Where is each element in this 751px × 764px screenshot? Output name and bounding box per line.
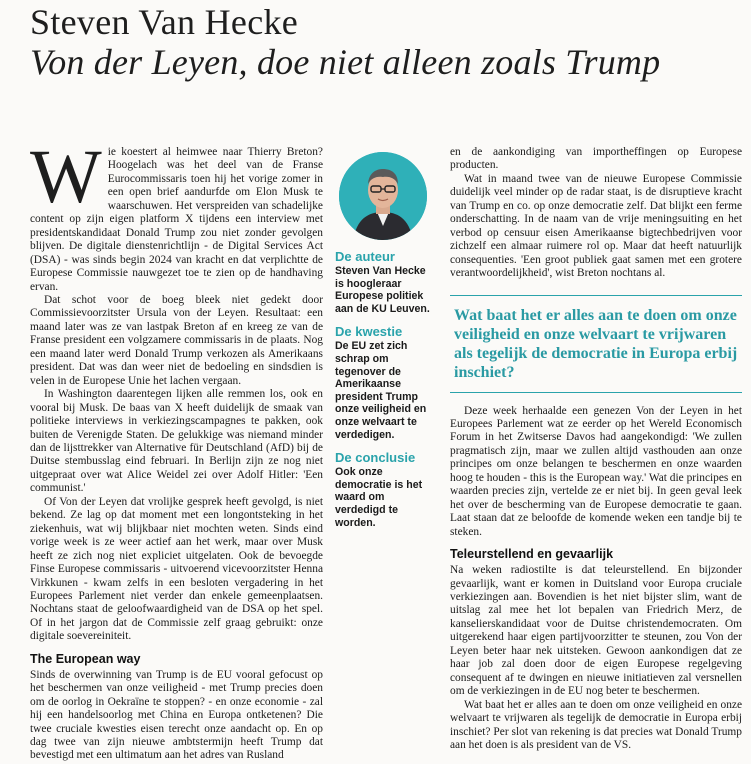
paragraph: Deze week herhaalde een genezen Von der Leyen in het Europees Parlement wat ze eerder op het Wereld Economisch Forum in het Zwitserse Davos had aangekondigd: 'We zullen pragmatisch zijn, maar we zullen altijd vasthouden aan onze principes om onze belangen te beschermen en onze waarden hoog te houden - this is the European way.' Wat die principes en waarden precies zijn, vertelde ze er niet bij. In geen geval leek het over de bescherming van de Europese democratie te gaan. Laat staan dat ze beloofde de komende weken een tandje bij te steken. [450, 404, 742, 538]
author-photo [339, 152, 427, 240]
sidebar-text-conclusie: Ook onze democratie is het waard om verdedigd te worden. [335, 466, 423, 529]
paragraph [30, 135, 323, 294]
sidebar-text-kwestie: De EU zet zich schrap om tegenover de Amerikaanse president Trump onze veiligheid en onze welvaart te verdedigen. [335, 340, 427, 441]
author-name: Steven Van Hecke [30, 2, 299, 42]
paragraph: Sinds de overwinning van Trump is de EU vooral gefocust op het beschermen van onze veiligheid - met Trump precies doen om de oorlog in Oekraïne te stoppen? - en onze economie - zal hij een handelsoorlog met China en Europa ontketenen? Die twee cruciale kwesties eisen terecht onze aandacht op. En op dag twee van zijn nieuwe ambtstermijn heeft Trump dat bevestigd met een ultimatum aan het adres van Rusland [30, 668, 323, 762]
article-title: Von der Leyen, doe niet alleen zoals Trump [30, 42, 661, 82]
paragraph: Wat baat het er alles aan te doen om onze veiligheid en onze welvaart te vrijwaren als tegelijk de democratie in Europa erbij inschiet? Per slot van rekening is dat precies wat Donald Trump aan het doen is als president van de VS. [450, 698, 742, 751]
subheading: The European way [30, 651, 141, 666]
paragraph: In Washington daarentegen lijken alle remmen los, ook en vooral bij Musk. De baas van X heeft duidelijk de smaak van politieke interviews in verkiezingscampagnes te pakken, ook buiten de Verenigde Staten. De gelukkige was niemand minder dan de lijsttrekker van Alternative für Deutschland (AfD) bij de Duitse stembusslag eind februari. In Berlijn zijn ze nog niet uitgepraat over wat Alice Weidel zei over Adolf Hitler: 'Een communist.' [30, 388, 323, 495]
sidebar [335, 146, 431, 529]
author-portrait-icon [339, 152, 427, 240]
sidebar-heading-conclusie: De conclusie [335, 450, 416, 466]
paragraph: en de aankondiging van importheffingen op Europese producten. [450, 146, 742, 172]
column-1 [30, 135, 323, 763]
column-3 [450, 146, 742, 752]
headline [30, 2, 745, 82]
paragraph: Wat in maand twee van de nieuwe Europese Commissie duidelijk veel minder op de radar staat, is de disruptieve kracht van Trump en co. op onze democratie zelf. Dat blijkt een ferme onderschatting. In de naam van de vrije meningsuiting en het verbod op censuur eisen Amerikaanse bigtechbedrijven voor zichzelf een almaar ruimere rol op. Maar dat heeft natuurlijk consequenties. 'Een groot publiek gaat samen met een grotere verantwoordelijkheid', wist Breton nochtans al. [450, 172, 742, 280]
paragraph: Dat schot voor de boeg bleek niet gedekt door Commissievoorzitster Ursula von der Leyen. Resultaat: een maand later was ze van lastpak Breton af en kreeg ze van de Franse president een volgzamere commissaris in de plaats. Nog een maand later werd Donald Trump verkozen als Amerikaans president. Dat was dan weer niet de bedoeling en sindsdien is velen in de Europese Unie het lachen vergaan. [30, 293, 323, 387]
sidebar-heading-kwestie: De kwestie [335, 324, 403, 340]
divider [450, 392, 742, 393]
sidebar-heading-auteur: De auteur [335, 249, 395, 264]
sidebar-text-auteur: Steven Van Hecke is hoogleraar Europese politiek aan de KU Leuven. [335, 265, 430, 315]
paragraph-text: ie koestert al heimwee naar Thierry Breton? Hoogelach was het deel van de Franse Eurocommissaris toen hij het vorige zomer in een open brief aandurfde om Elon Musk te waarschuwen. Het verspreiden van schadelijke content op zijn eigen platform X tijdens een interview met presidentskandidaat Donald Trump zou niet zonder gevolgen blijven. De digitale dienstenrichtlijn - de Digital Services Act (DSA) - was sinds begin 2024 van kracht en dat verplichtte de Europese Commissie nauwgezet toe te zien op de handhaving ervan. [30, 146, 323, 293]
paragraph: Of Von der Leyen dat vrolijke gesprek heeft gevolgd, is niet bekend. Ze lag op dat moment met een longontsteking in het ziekenhuis, wat wij blijkbaar niet mochten weten. Sinds eind vorige week is ze weer actief aan het werk, maar over Musk heeft ze zich nog niet expliciet uitgelaten. Ook de bevoegde Finse Europese commissaris - uitvoerend vicevoorzitster Henna Virkkunen - kwam zelfs in een besloten vergadering in het Europees Parlement niet verder dan enkele gemeenplaatsen. Nochtans staat de geloofwaardigheid van de DSA op het spel. Of in het jargon dat de Commissie zelf graag gebruikt: onze digitale soevereiniteit. [30, 495, 323, 643]
paragraph: Na weken radiostilte is dat teleurstellend. En bijzonder gevaarlijk, want er komen in Duitsland voor Europa cruciale verkiezingen aan. Bovendien is het niet bijster slim, want de uitslag zal mee het lot bepalen van Friedrich Merz, de kanselierskandidaat voor de Duitse christendemocraten. Om uitgerekend haar eigen partijvoorzitter te steunen, zou Von der Leyen beter haar nek uitsteken. Gewoon aankondigen dat ze haar job zal doen door de eigen Europese regelgeving consequent af te dwingen en nieuwe initiatieven zal versnellen om de verkiezingen in de EU nog beter te beschermen. [450, 564, 742, 698]
divider [450, 295, 742, 296]
pull-quote: Wat baat het er alles aan te doen om onze veiligheid en onze welvaart te vrijwaren als tegelijk de democratie in Europa erbij inschiet? [454, 306, 738, 381]
dropcap: W [30, 135, 102, 219]
subheading: Teleurstellend en gevaarlijk [450, 547, 614, 562]
